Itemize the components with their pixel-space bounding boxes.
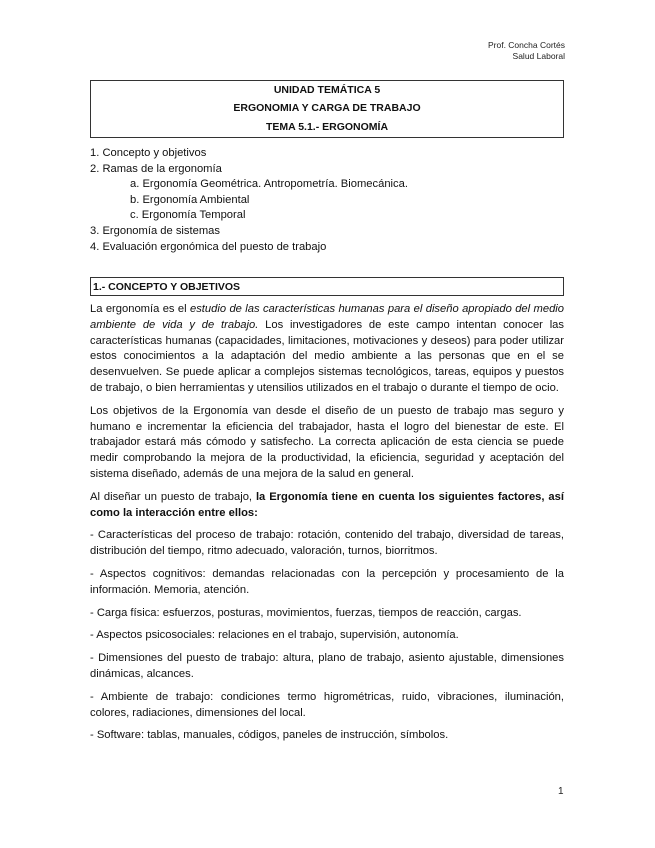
toc-subitem: a. Ergonomía Geométrica. Antropometría. Biomecánica. <box>130 178 408 191</box>
paragraph-factors-intro <box>90 490 564 522</box>
page-number: 1 <box>558 786 564 797</box>
definition-end: Los investigadores de este campo intentan conocer las características humanas (capacidades, limitaciones, motivaciones y deseos) para poder utilizar estos conocimientos a la adaptación del medio ambiente a las personas que en el se desenvuelven. Se puede aplicar a complejos sistemas tecnológicos, tareas, equipos y puestos de trabajo, o bien herramientas y utensilios utilizados en el trabajo o durante el tiempo de ocio. <box>90 318 564 394</box>
factor-item: - Aspectos psicosociales: relaciones en el trabajo, supervisión, autonomía. <box>90 629 459 642</box>
factor-item: - Software: tablas, manuales, códigos, paneles de instrucción, símbolos. <box>90 729 449 742</box>
section-body <box>90 302 564 751</box>
factors-intro-bold: la Ergonomía tiene en cuenta los siguientes factores, así como la interacción entre ellos: <box>90 490 564 519</box>
factor-item: - Aspectos cognitivos: demandas relacionadas con la percepción y procesamiento de la información. Memoria, atención. <box>90 567 564 596</box>
section-heading: 1.- CONCEPTO Y OBJETIVOS <box>90 277 564 296</box>
toc-subitem: b. Ergonomía Ambiental <box>130 193 250 206</box>
paragraph-definition <box>90 302 564 397</box>
header-subject: Salud Laboral <box>512 51 565 61</box>
title-box <box>90 80 564 138</box>
factor-item: - Ambiente de trabajo: condiciones termo higrométricas, ruido, vibraciones, iluminación, colores, radiaciones, dimensiones del local. <box>90 690 564 719</box>
factors-intro-start: Al diseñar un puesto de trabajo, <box>90 490 256 503</box>
toc-subitem: c. Ergonomía Temporal <box>130 209 246 222</box>
toc-item: 4. Evaluación ergonómica del puesto de trabajo <box>90 240 327 253</box>
definition-italic: estudio de las características humanas para el diseño apropiado del medio ambiente de vida y de trabajo. <box>90 303 564 331</box>
definition-start: La ergonomía es el <box>90 303 190 315</box>
factor-item: - Dimensiones del puesto de trabajo: altura, plano de trabajo, asiento ajustable, dimensiones dinámicas, alcances. <box>90 652 564 680</box>
factor-item: - Características del proceso de trabajo: rotación, contenido del trabajo, diversidad de tareas, distribución del tiempo, ritmo adecuado, valoración, turnos, biorritmos. <box>90 529 564 558</box>
table-of-contents <box>90 146 408 255</box>
paragraph-objectives: Los objetivos de la Ergonomía van desde el diseño de un puesto de trabajo mas seguro y humano e incrementar la eficiencia del trabajador, hasta el logro del bienestar de este. El trabajador estará más cómodo y satisfecho. La correcta aplicación de esta ciencia se puede medir comprobando la mejora de la productividad, la eficiencia, seguridad y aceptación del sistema diseñado, además de una mejora de la salud en general. <box>90 404 564 480</box>
unit-subtitle: ERGONOMIA Y CARGA DE TRABAJO <box>233 102 421 114</box>
factor-item: - Carga física: esfuerzos, posturas, movimientos, fuerzas, tiempos de reacción, cargas. <box>90 606 522 619</box>
toc-item: 2. Ramas de la ergonomía <box>90 162 222 175</box>
header-author: Prof. Concha Cortés <box>487 40 565 50</box>
toc-item: 1. Concepto y objetivos <box>90 147 207 159</box>
unit-title: UNIDAD TEMÁTICA 5 <box>273 84 381 96</box>
topic-title: TEMA 5.1.- ERGONOMÍA <box>265 121 389 133</box>
toc-item: 3. Ergonomía de sistemas <box>90 224 220 237</box>
page-header <box>488 40 565 62</box>
